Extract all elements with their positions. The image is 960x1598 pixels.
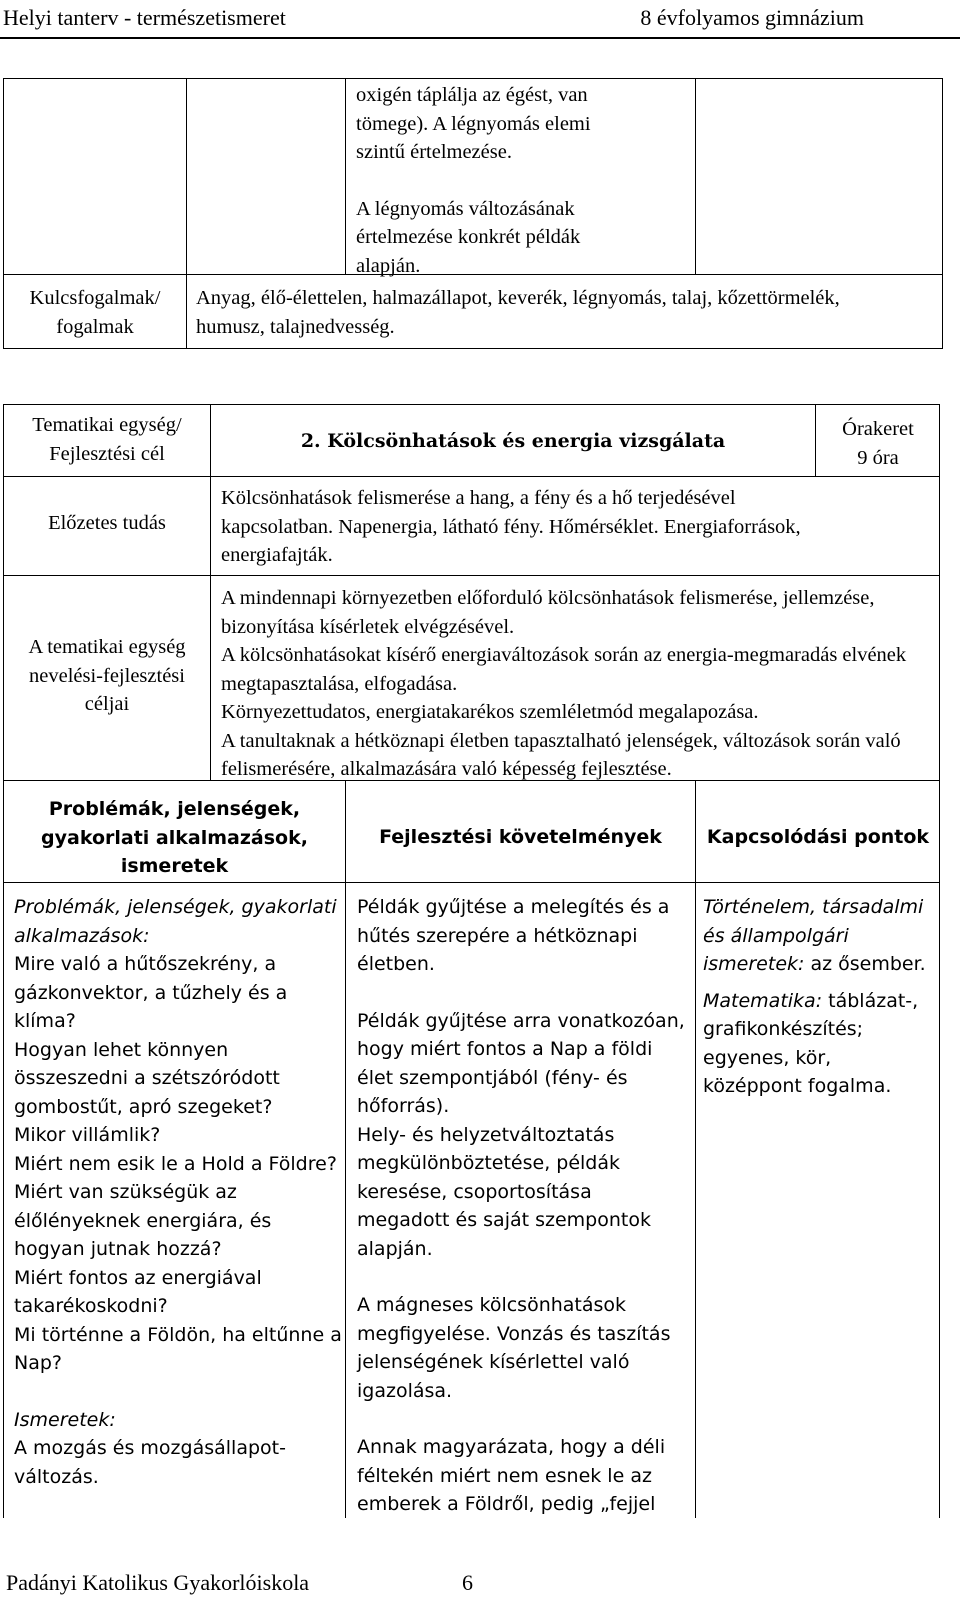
knowledge-text: A mozgás és mozgásállapot-változás.: [14, 1437, 286, 1488]
question: Mi történne a Földön, ha eltűnne a Nap?: [14, 1323, 342, 1374]
question: Miért van szükségük az élőlényeknek energiára, és hogyan jutnak hozzá?: [14, 1181, 272, 1260]
requirement: Hely- és helyzetváltoztatás megkülönböztetése, példák keresése, csoportosítása megadott és saját szempontok alapján.: [357, 1123, 651, 1260]
knowledge-label: Ismeretek:: [14, 1408, 116, 1431]
header-rule: [0, 37, 960, 39]
unit-label: Tematikai egység/ Fejlesztési cél: [32, 414, 182, 465]
requirement: Annak magyarázata, hogy a déli féltekén miért nem esnek le az emberek a Földről, pedig „fejjel: [357, 1436, 666, 1515]
problems-intro: Problémák, jelenségek, gyakorlati alkalmazások:: [14, 896, 337, 947]
col2-body: [357, 893, 689, 1519]
hours-label: Órakeret: [842, 418, 914, 440]
requirement: Példák gyűjtése arra vonatkozóan, hogy miért fontos a Nap a földi élet szempontjából (fény- és hőforrás).: [357, 1009, 685, 1117]
continued-cell-text: oxigén táplálja az égést, van tömege). A légnyomás elemi szintű értelmezése. A légnyomás változásának értelmezése konkrét példák alapján.: [356, 84, 591, 277]
footer-school: Padányi Katolikus Gyakorlóiskola: [6, 1570, 310, 1595]
col2-header: Fejlesztési követelmények: [379, 826, 662, 848]
key-concepts-label: Kulcsfogalmak/ fogalmak: [29, 287, 161, 338]
requirement: Példák gyűjtése a melegítés és a hűtés szerepére a hétköznapi életben.: [357, 896, 670, 975]
goals-label: A tematikai egység nevelési-fejlesztési céljai: [28, 636, 186, 715]
question: Miért fontos az energiával takarékoskodni?: [14, 1266, 262, 1317]
history-text: az ősember.: [810, 953, 926, 975]
prior-knowledge-label: Előzetes tudás: [48, 512, 166, 534]
col1-header: Problémák, jelenségek, gyakorlati alkalmazások, ismeretek: [41, 798, 308, 877]
col3-header: Kapcsolódási pontok: [706, 826, 930, 848]
unit-title: 2. Kölcsönhatások és energia vizsgálata: [300, 430, 726, 452]
prior-knowledge-text: Kölcsönhatások felismerése a hang, a fény és a hő terjedésével kapcsolatban. Napenergia, látható fény. Hőmérséklet. Energiaforrások, energiafajták.: [221, 487, 801, 566]
math-label: Matematika:: [703, 989, 823, 1012]
history-label: Történelem, társadalmi és állampolgári ismeretek:: [703, 896, 924, 975]
key-concepts-text: Anyag, élő-élettelen, halmazállapot, keverék, légnyomás, talaj, kőzettörmelék, humusz, talajnedvesség.: [196, 287, 840, 338]
question: Mikor villámlik?: [14, 1124, 161, 1146]
col1-body: [14, 893, 342, 1491]
question: Mire való a hűtőszekrény, a gázkonvektor, a tűzhely és a klíma?: [14, 953, 288, 1032]
math-text: táblázat-, grafikonkészítés; egyenes, kör, középpont fogalma.: [703, 989, 919, 1097]
header-school-type: 8 évfolyamos gimnázium: [640, 5, 864, 30]
header-title: Helyi tanterv - természetismeret: [3, 5, 286, 30]
requirement: A mágneses kölcsönhatások megfigyelése. Vonzás és taszítás jelenségének kísérlettel való igazolása.: [357, 1294, 671, 1402]
hours-value: 9 óra: [857, 447, 899, 469]
goals-text: A mindennapi környezetben előforduló kölcsönhatások felismerése, jellemzése, bizonyítása kísérletek elvégzésével. A kölcsönhatásokat kísérő energiaváltozások során az energia-megmaradás elvének megtapasztalása, elfogadása. Környezettudatos, energiatakarékos szemléletmód megalapozása. A tanultaknak a hétköznapi életben tapasztalható jelenségek, változások során való felismerésére, alkalmazására való képesség fejlesztése.: [221, 587, 907, 780]
question: Miért nem esik le a Hold a Földre?: [14, 1152, 337, 1175]
col3-body: [703, 893, 933, 1101]
question: Hogyan lehet könnyen összeszedni a szétszóródott gombostűt, apró szegeket?: [14, 1038, 280, 1118]
page-number: 6: [462, 1570, 473, 1595]
